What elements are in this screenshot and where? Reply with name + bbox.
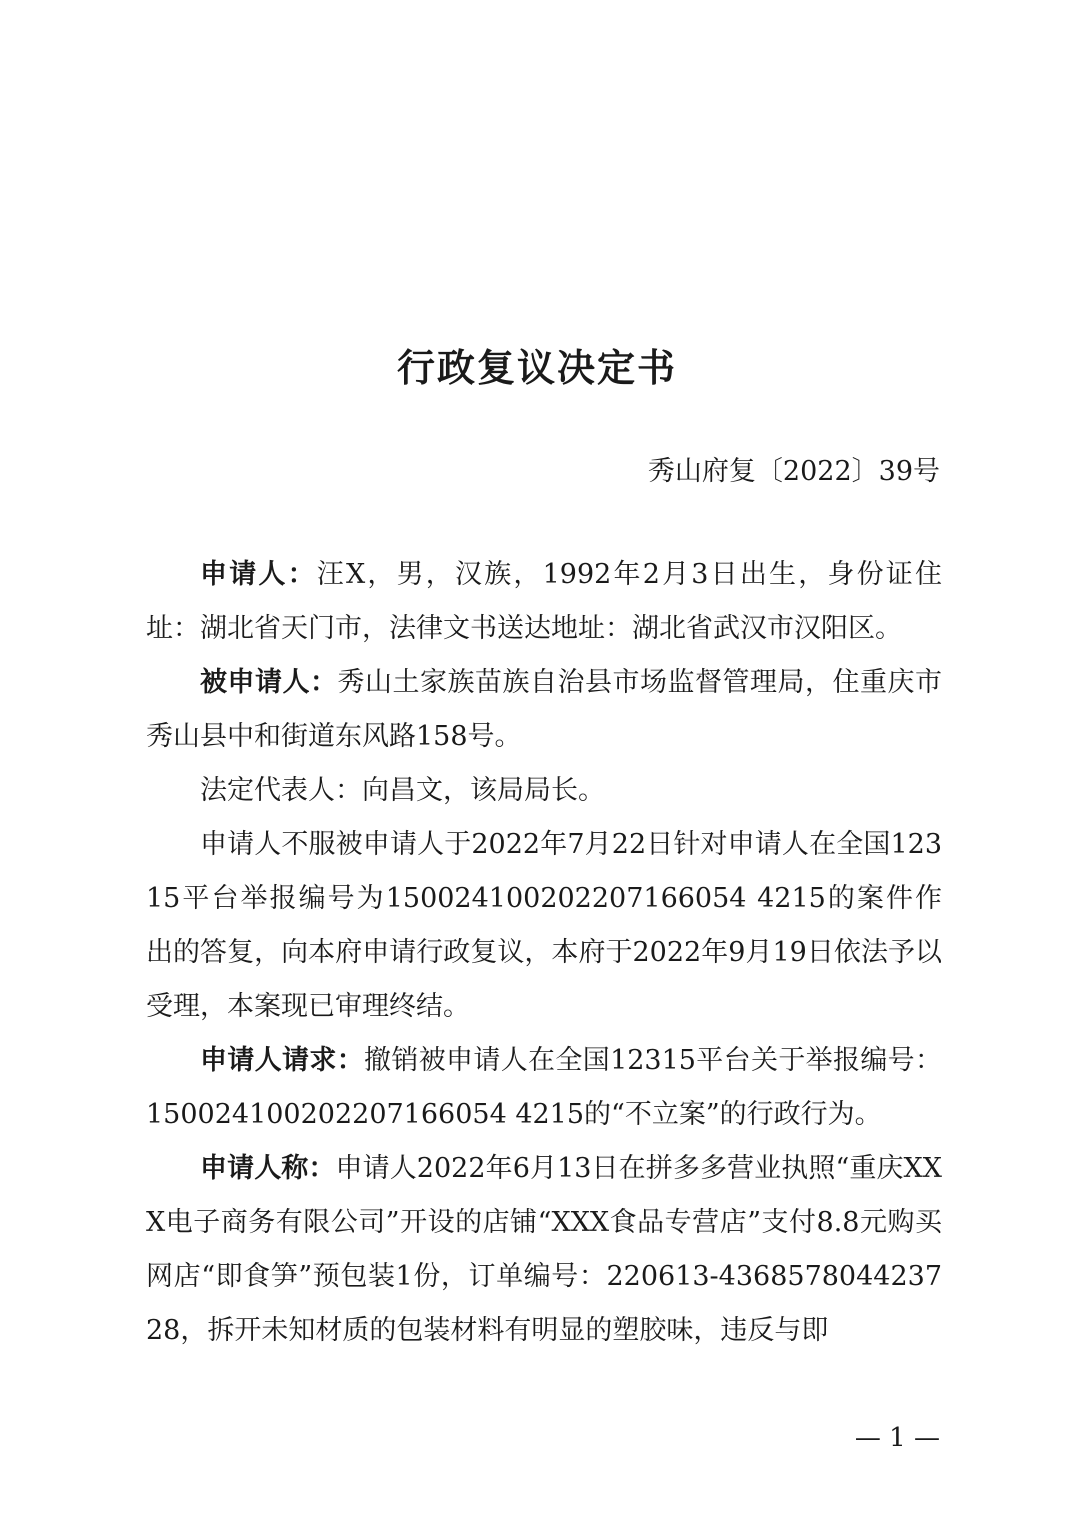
- paragraph-case-background: [146, 818, 942, 1034]
- paragraph-respondent: [146, 656, 942, 764]
- paragraph-text: 汪X，男，汉族，1992年2月3日出生，身份证住址：湖北省天门市，法律文书送达地址：湖北省武汉市汉阳区。: [146, 559, 943, 644]
- document-body: [146, 548, 942, 1358]
- paragraph-legal-representative: [146, 764, 942, 818]
- paragraph-lead: 申请人称：: [200, 1153, 336, 1184]
- paragraph-text: 法定代表人：向昌文，该局局长。: [200, 775, 605, 806]
- paragraph-text: 撤销被申请人在全国12315平台关于举报编号：150024100202207166054 4215的“不立案”的行政行为。: [146, 1045, 943, 1130]
- paragraph-applicant: [146, 548, 942, 656]
- paragraph-text: 申请人2022年6月13日在拼多多营业执照“重庆XXX电子商务有限公司”开设的店铺“XXX食品专营店”支付8.8元购买网店“即食笋”预包装1份，订单编号：220613-436857804423728，拆开未知材质的包装材料有明显的塑胶味，违反与即: [146, 1153, 942, 1346]
- paragraph-lead: 申请人：: [200, 559, 317, 590]
- paragraph-applicant-request: [146, 1034, 942, 1142]
- document-title: 行政复议决定书: [396, 345, 677, 390]
- paragraph-text: 申请人不服被申请人于2022年7月22日针对申请人在全国12315平台举报编号为150024100202207166054 4215的案件作出的答复，向本府申请行政复议，本府于2022年9月19日依法予以受理，本案现已审理终结。: [146, 829, 943, 1022]
- paragraph-lead: 被申请人：: [200, 667, 338, 698]
- paragraph-applicant-claims: [146, 1142, 942, 1358]
- document-number: 秀山府复〔2022〕39号: [647, 456, 940, 487]
- paragraph-text: 秀山土家族苗族自治县市场监督管理局，住重庆市秀山县中和街道东风路158号。: [146, 667, 942, 752]
- page-number: — 1 —: [854, 1423, 940, 1453]
- paragraph-lead: 申请人请求：: [200, 1045, 365, 1076]
